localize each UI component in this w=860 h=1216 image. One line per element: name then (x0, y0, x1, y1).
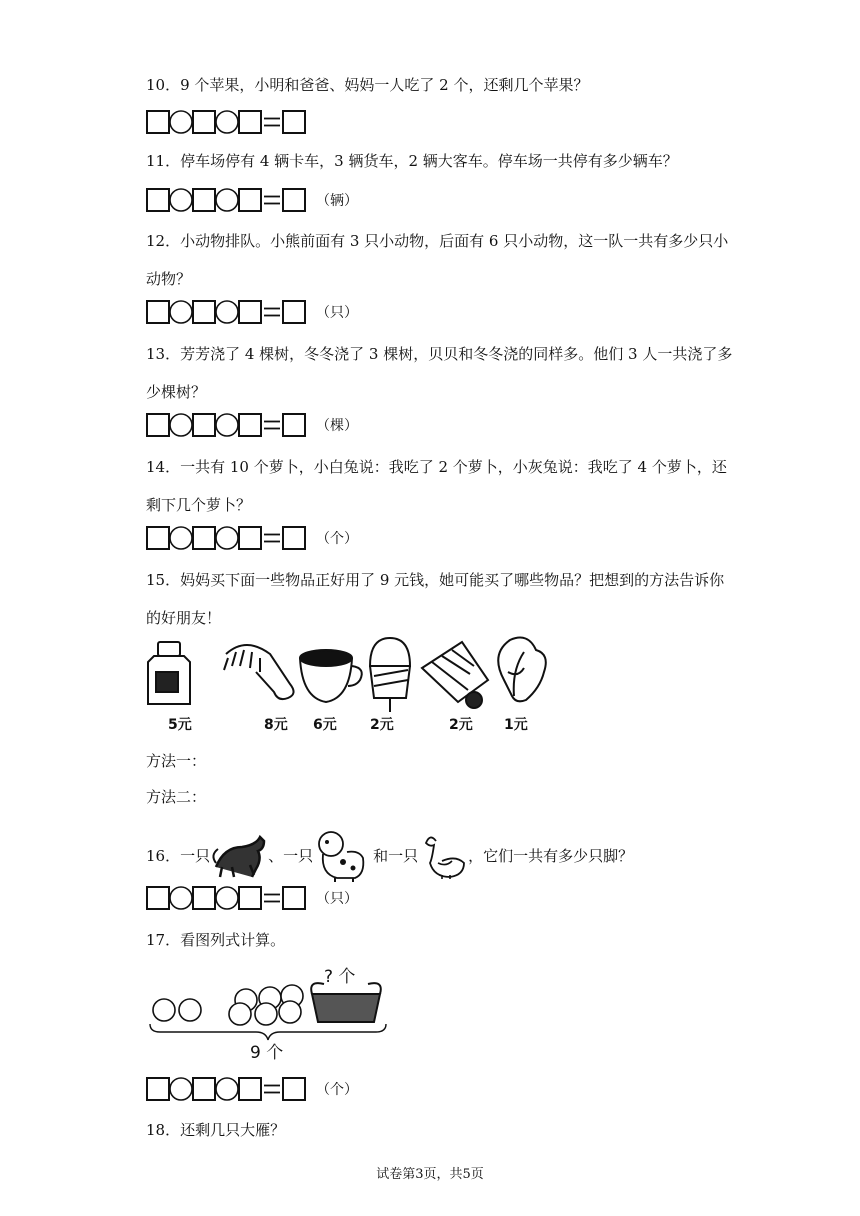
question-16-part3: 和一只 (373, 847, 419, 865)
question-16 (146, 828, 633, 884)
equation-boxes[interactable] (146, 1077, 306, 1101)
shopping-items (140, 636, 560, 712)
question-10-text: 10．9 个苹果，小明和爸爸、妈妈一人吃了 2 个，还剩几个苹果？ (146, 76, 589, 94)
badminton-icon (422, 642, 488, 708)
goose-icon (418, 831, 468, 881)
equation-14[interactable] (146, 525, 358, 551)
dog-icon (313, 828, 373, 884)
price-ink-bottle: 5元 (168, 717, 192, 733)
page-footer: 试卷第3页，共5页 (376, 1167, 484, 1182)
question-12-line1: 12．小动物排队。小熊前面有 3 只小动物，后面有 6 只小动物，这一队一共有多少只小 (146, 232, 729, 250)
equation-boxes[interactable] (146, 110, 306, 134)
unit-label: （只） (316, 305, 358, 321)
equation-13[interactable] (146, 412, 358, 438)
question-14-line2: 剩下几个萝卜？ (146, 496, 252, 514)
ink-bottle-icon (148, 642, 190, 704)
price-cup: 6元 (313, 717, 337, 733)
equation-boxes[interactable] (146, 300, 306, 324)
apple-icons (153, 985, 303, 1025)
question-18 (146, 1115, 285, 1145)
price-cabbage: 1元 (504, 717, 528, 733)
ice-cream-icon (370, 638, 410, 712)
equation-boxes[interactable] (146, 526, 306, 550)
question-11-text: 11．停车场停有 4 辆卡车，3 辆货车，2 辆大客车。停车场一共停有多少辆车？ (146, 152, 678, 170)
equation-boxes[interactable] (146, 188, 306, 212)
question-17-text: 17．看图列式计算。 (146, 931, 286, 949)
equation-11[interactable] (146, 187, 358, 213)
equation-boxes[interactable] (146, 413, 306, 437)
price-comb: 8元 (264, 717, 288, 733)
comb-icon (224, 645, 294, 699)
question-13-line1: 13．芳芳浇了 4 棵树，冬冬浇了 3 棵树，贝贝和冬冬浇的同样多。他们 3 人一共浇了多 (146, 345, 733, 363)
apple-basket-figure (146, 962, 396, 1062)
unit-label: （棵） (316, 418, 358, 434)
price-badminton: 2元 (449, 717, 473, 733)
question-11 (146, 146, 678, 176)
question-15 (146, 565, 724, 633)
equation-16[interactable] (146, 885, 358, 911)
unit-label: （辆） (316, 193, 358, 209)
question-15-line2: 的好朋友！ (146, 609, 222, 627)
question-12-line2: 动物？ (146, 270, 192, 288)
total-label: 9 个 (250, 1043, 284, 1063)
question-16-part4: ，它们一共有多少只脚？ (468, 847, 634, 865)
question-16-part2: 、一只 (268, 847, 314, 865)
question-18-text: 18．还剩几只大雁？ (146, 1121, 286, 1139)
cat-icon (210, 833, 268, 879)
unit-label: （只） (316, 891, 358, 907)
question-14 (146, 452, 727, 520)
question-17 (146, 925, 285, 955)
question-16-part1: 16．一只 (146, 847, 211, 865)
price-row (0, 714, 860, 738)
question-15-line1: 15．妈妈买下面一些物品正好用了 9 元钱，她可能买了哪些物品？把想到的方法告诉你 (146, 571, 725, 589)
question-13-line2: 少棵树？ (146, 383, 207, 401)
question-13 (146, 339, 732, 407)
equation-10[interactable] (146, 109, 306, 135)
question-14-line1: 14．一共有 10 个萝卜，小白兔说：我吃了 2 个萝卜，小灰兔说：我吃了 4 个萝卜，还 (146, 458, 727, 476)
equation-17[interactable] (146, 1076, 358, 1102)
unit-label: （个） (316, 531, 358, 547)
cup-icon (300, 650, 362, 702)
equation-12[interactable] (146, 299, 358, 325)
unit-label: （个） (316, 1082, 358, 1098)
basket-icon (311, 983, 381, 1022)
method-one-label: 方法一： (146, 752, 207, 770)
equation-boxes[interactable] (146, 886, 306, 910)
price-ice-cream: 2元 (370, 717, 394, 733)
cabbage-icon (498, 638, 546, 702)
question-mark-label: ? 个 (324, 967, 356, 987)
question-12 (146, 226, 728, 294)
method-two-label: 方法二： (146, 788, 207, 806)
question-10 (146, 70, 588, 100)
